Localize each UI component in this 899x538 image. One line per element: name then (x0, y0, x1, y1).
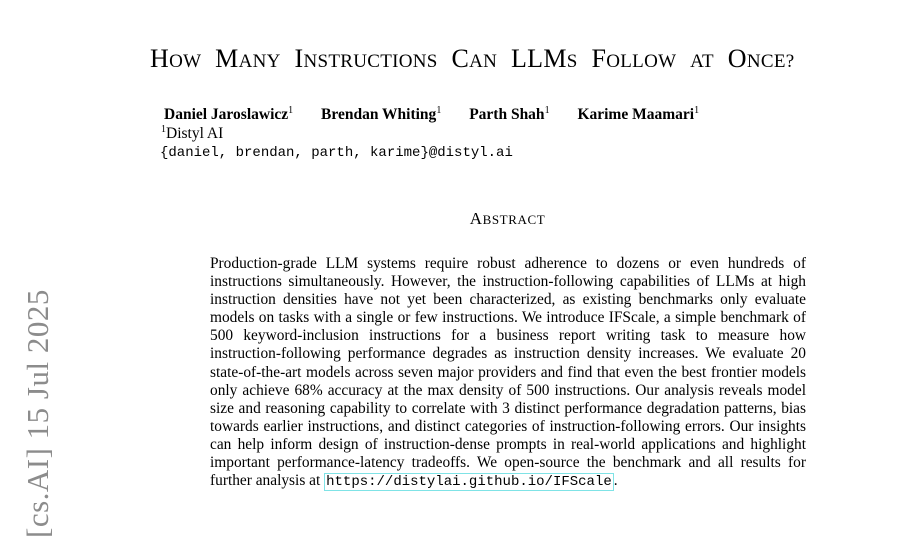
author: Brendan Whiting$^1$ (321, 105, 442, 124)
title-word: INSTRUCTIONS (294, 44, 438, 73)
title-word: HOW (150, 44, 202, 73)
abstract-text: Production-grade LLM systems require robust adherence to dozens or even hundreds of instructions simultaneously. However, the instruction-following capabilities of LLMs at high instruction densities have not yet been characterized, as existing benchmarks only evaluate models on tasks with a single or few instructions. We introduce IFScale, a simple benchmark of 500 keyword-inclusion instructions for a business report writing task to measure how instruction-following performance degrades as instruction density increases. We evaluate 20 state-of-the-art models across seven major providers and find that even the best frontier models only achieve 68% accuracy at the max density of 500 instructions. Our analysis reveals model size and reasoning capability to correlate with 3 distinct performance degradation patterns, bias towards earlier instructions, and distinct categories of instruction-following errors. Our insights can help inform design of instruction-dense prompts in real-world applications and highlight important performance-latency tradeoffs. We open-source the benchmark and all results for further analysis at https://distylai.github.io/IFScale . (210, 255, 806, 491)
title-word: FOLLOW (591, 44, 677, 73)
author-list (164, 105, 723, 124)
arxiv-identifier-stamp: [cs.AI] 15 Jul 2025 (20, 289, 55, 538)
title-word: ONCE? (727, 44, 795, 73)
author-emails: {daniel, brendan, parth, karime}@distyl.ai (160, 145, 513, 161)
project-link[interactable]: https://distylai.github.io/IFScale (326, 474, 612, 491)
title-word: LLMS (510, 44, 578, 73)
title-word: AT (690, 51, 714, 72)
author: Daniel Jaroslawicz$^1$ (164, 105, 294, 124)
paper-title (150, 44, 890, 74)
author: Karime Maamari$^1$ (577, 105, 700, 124)
author: Parth Shah$^1$ (469, 105, 550, 124)
title-word: MANY (215, 44, 281, 73)
title-word: CAN (451, 44, 498, 73)
abstract-heading: ABSTRACT (469, 209, 546, 228)
affiliation: $^1$Distyl AI (161, 124, 224, 143)
